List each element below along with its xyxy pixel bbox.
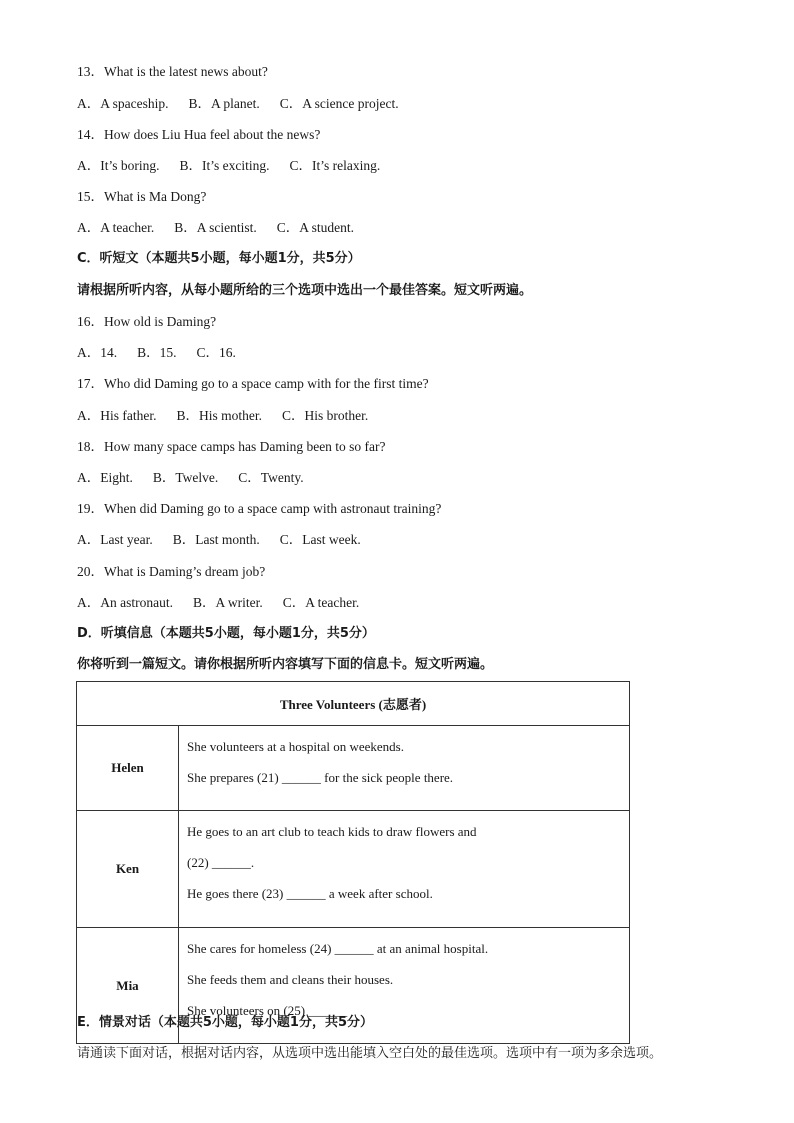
desc-line: (22) ______. bbox=[187, 855, 255, 870]
volunteer-description bbox=[179, 726, 630, 811]
volunteer-name: Helen bbox=[77, 726, 179, 811]
section-d-heading: D．听填信息（本题共5小题，每小题1分，共5分） bbox=[77, 626, 375, 641]
option-b: B．Last month. bbox=[172, 532, 260, 547]
question-13: 13．What is the latest news about? bbox=[77, 64, 268, 79]
question-16: 16．How old is Daming? bbox=[77, 314, 217, 329]
question-17: 17．Who did Daming go to a space camp with for the first time? bbox=[77, 376, 429, 391]
option-b: B．15. bbox=[137, 345, 177, 360]
desc-line: She cares for homeless (24) ______ at an animal hospital. bbox=[187, 941, 489, 956]
option-a: A．14. bbox=[77, 345, 118, 360]
table-row bbox=[77, 811, 630, 928]
option-a: A．Last year. bbox=[77, 532, 153, 547]
options-16 bbox=[77, 344, 256, 362]
section-e-instruction: 请通读下面对话，根据对话内容，从选项中选出能填入空白处的最佳选项。选项中有一项为多余选项。 bbox=[77, 1046, 663, 1061]
option-a: A．It’s boring. bbox=[77, 158, 160, 173]
section-d-instruction: 你将听到一篇短文。请你根据所听内容填写下面的信息卡。短文听两遍。 bbox=[77, 657, 494, 672]
option-c: C．A student. bbox=[276, 220, 355, 235]
section-c-heading: C．听短文（本题共5小题，每小题1分，共5分） bbox=[77, 251, 361, 266]
desc-line: She volunteers on (25) ______ bbox=[187, 1003, 348, 1018]
desc-line: He goes to an art club to teach kids to draw flowers and bbox=[187, 824, 477, 839]
question-15: 15．What is Ma Dong? bbox=[77, 189, 207, 204]
option-a: A．An astronaut. bbox=[77, 595, 173, 610]
option-a: A．His father. bbox=[77, 408, 157, 423]
volunteer-info-table bbox=[76, 681, 630, 1044]
option-b: B．It’s exciting. bbox=[179, 158, 270, 173]
options-18 bbox=[77, 469, 324, 487]
volunteer-name: Ken bbox=[77, 811, 179, 928]
options-14 bbox=[77, 157, 400, 175]
options-15 bbox=[77, 219, 374, 237]
question-14: 14．How does Liu Hua feel about the news? bbox=[77, 127, 321, 142]
option-c: C．Twenty. bbox=[238, 470, 304, 485]
option-c: C．16. bbox=[196, 345, 236, 360]
options-19 bbox=[77, 531, 381, 549]
table-row bbox=[77, 726, 630, 811]
option-a: A．Eight. bbox=[77, 470, 133, 485]
option-c: C．His brother. bbox=[282, 408, 369, 423]
option-b: B．Twelve. bbox=[152, 470, 219, 485]
volunteer-name: Mia bbox=[77, 928, 179, 1044]
question-20: 20．What is Daming’s dream job? bbox=[77, 564, 266, 579]
table-title: Three Volunteers (志愿者) bbox=[77, 682, 630, 726]
options-17 bbox=[77, 407, 388, 425]
option-b: B．His mother. bbox=[176, 408, 262, 423]
option-c: C．A teacher. bbox=[282, 595, 360, 610]
option-b: B．A writer. bbox=[192, 595, 263, 610]
question-18: 18．How many space camps has Daming been to so far? bbox=[77, 439, 386, 454]
option-b: B．A scientist. bbox=[174, 220, 257, 235]
desc-line: She volunteers at a hospital on weekends. bbox=[187, 739, 404, 754]
option-c: C．Last week. bbox=[279, 532, 361, 547]
option-a: A．A teacher. bbox=[77, 220, 155, 235]
desc-line: He goes there (23) ______ a week after school. bbox=[187, 886, 433, 901]
desc-line: She feeds them and cleans their houses. bbox=[187, 972, 394, 987]
option-c: C．It’s relaxing. bbox=[289, 158, 381, 173]
volunteer-description bbox=[179, 811, 630, 928]
desc-line: She prepares (21) ______ for the sick people there. bbox=[187, 770, 454, 785]
section-c-instruction: 请根据所听内容，从每小题所给的三个选项中选出一个最佳答案。短文听两遍。 bbox=[77, 283, 533, 298]
option-a: A．A spaceship. bbox=[77, 96, 169, 111]
options-13 bbox=[77, 95, 419, 113]
options-20 bbox=[77, 594, 379, 612]
question-19: 19．When did Daming go to a space camp with astronaut training? bbox=[77, 501, 442, 516]
option-c: C．A science project. bbox=[279, 96, 399, 111]
option-b: B．A planet. bbox=[188, 96, 260, 111]
section-e-heading: E．情景对话（本题共5小题，每小题1分，共5分） bbox=[77, 1015, 374, 1030]
